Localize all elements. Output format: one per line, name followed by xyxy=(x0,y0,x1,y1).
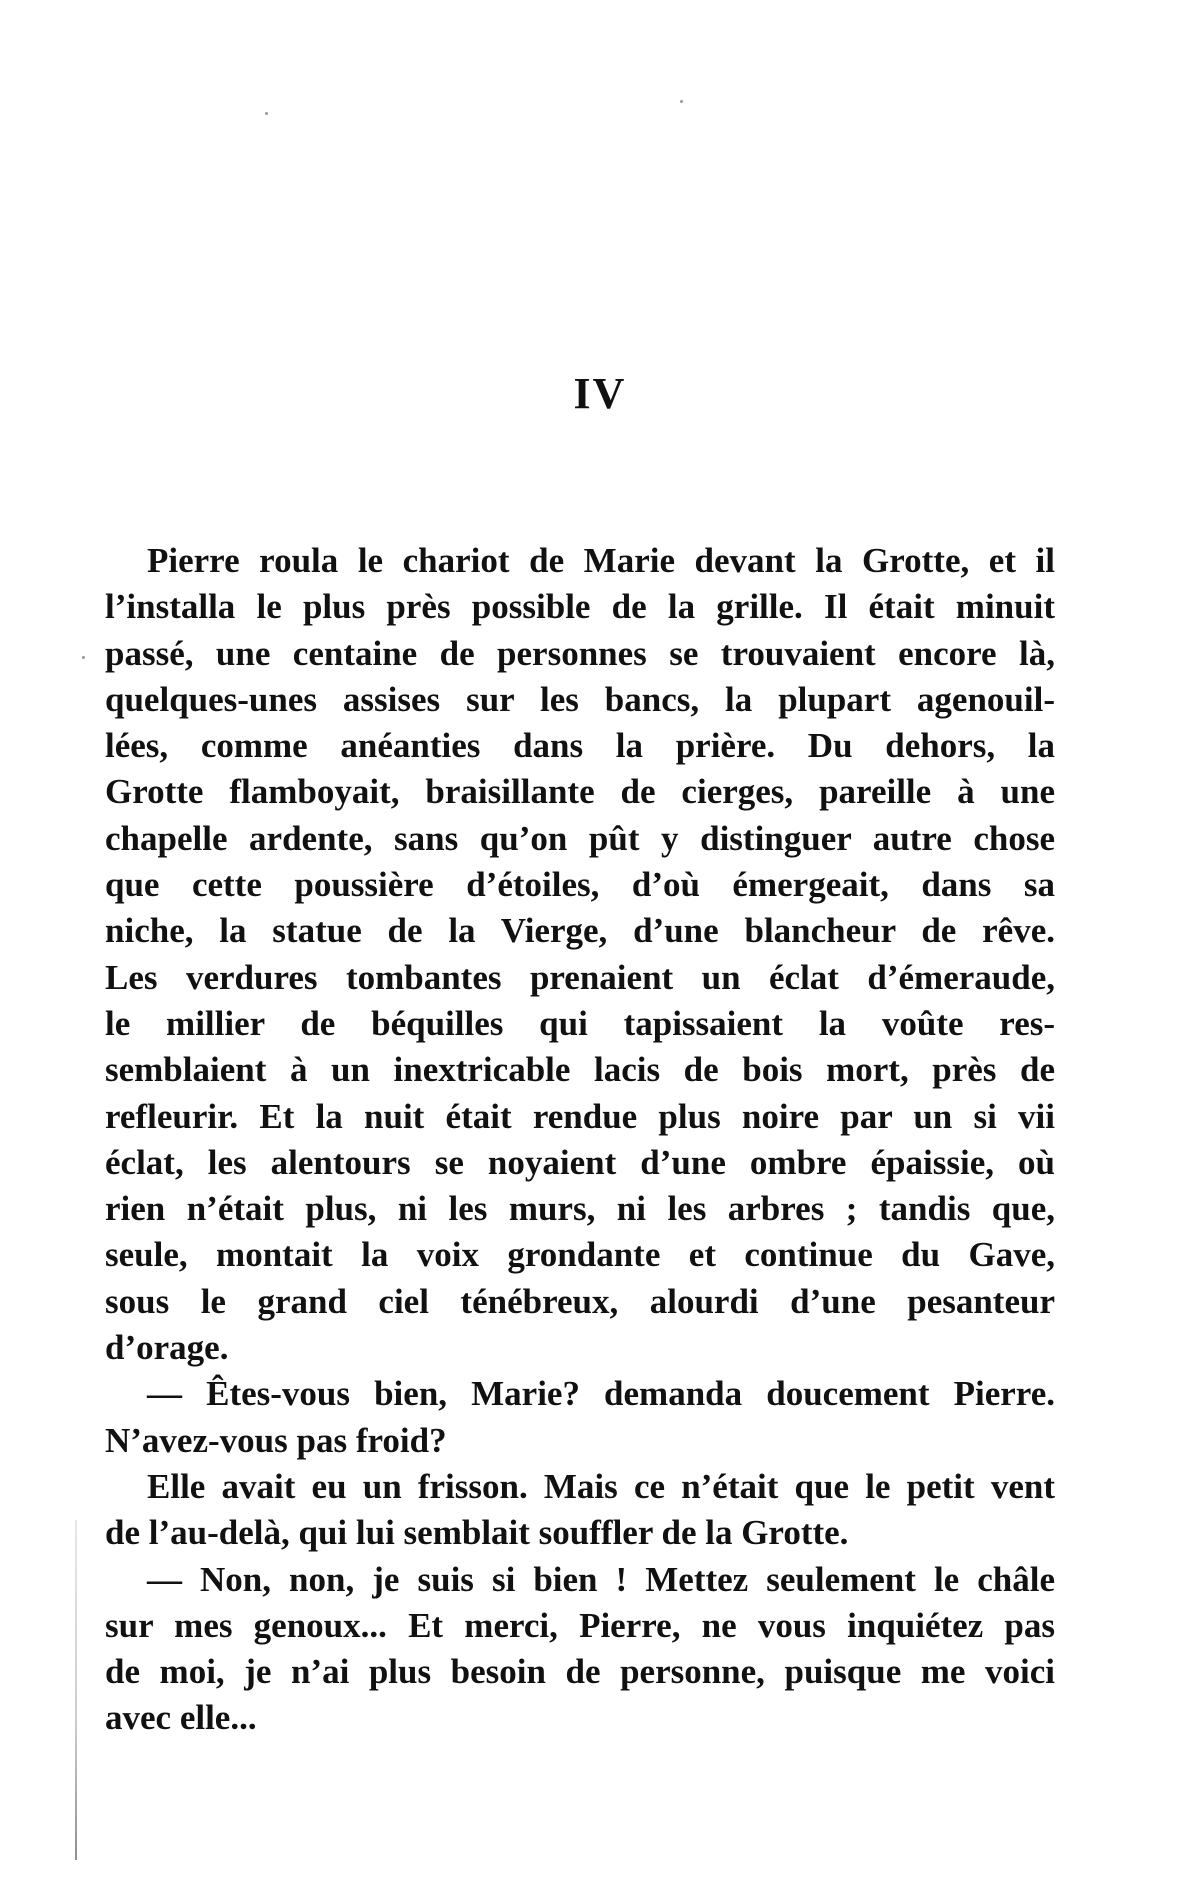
text-line: refleurir. Et la nuit était rendue plus noire par un si vii xyxy=(105,1096,1055,1136)
paragraph-1 xyxy=(105,538,1055,1371)
text-line: de moi, je n’ai plus besoin de personne, puisque me voici xyxy=(105,1652,1055,1692)
text-line: lées, comme anéanties dans la prière. Du dehors, la xyxy=(105,726,1055,766)
text-line: rien n’était plus, ni les murs, ni les arbres ; tandis que, xyxy=(105,1189,1055,1229)
text-line: le millier de béquilles qui tapissaient la voûte res- xyxy=(105,1003,1055,1043)
scan-speck xyxy=(82,656,85,659)
text-line: Pierre roula le chariot de Marie devant la Grotte, et il xyxy=(147,541,1055,580)
text-line: l’installa le plus près possible de la grille. Il était minuit xyxy=(105,587,1055,627)
text-line: d’orage. xyxy=(105,1328,229,1368)
text-line: passé, une centaine de personnes se trouvaient encore là, xyxy=(105,633,1055,673)
scan-speck xyxy=(680,100,683,103)
text-line: — Êtes-vous bien, Marie? demanda doucement Pierre. xyxy=(147,1374,1055,1414)
paragraph-3 xyxy=(105,1464,1055,1557)
chapter-number: IV xyxy=(573,369,627,418)
text-line: sur mes genoux... Et merci, Pierre, ne vous inquiétez pas xyxy=(105,1605,1055,1645)
text-line: éclat, les alentours se noyaient d’une ombre épaissie, où xyxy=(105,1142,1055,1182)
text-line: niche, la statue de la Vierge, d’une blancheur de rêve. xyxy=(105,911,1055,951)
text-line: chapelle ardente, sans qu’on pût y distinguer autre chose xyxy=(105,818,1055,858)
text-line: quelques-unes assises sur les bancs, la plupart agenouil- xyxy=(105,679,1055,719)
text-line: Grotte flamboyait, braisillante de cierges, pareille à une xyxy=(105,772,1055,812)
text-line: avec elle... xyxy=(105,1698,257,1738)
text-line: que cette poussière d’étoiles, d’où émergeait, dans sa xyxy=(105,865,1055,905)
paragraph-4 xyxy=(105,1557,1055,1742)
text-line: Elle avait eu un frisson. Mais ce n’était que le petit vent xyxy=(147,1466,1055,1506)
text-line: — Non, non, je suis si bien ! Mettez seulement le châle xyxy=(147,1559,1055,1599)
scan-margin-artifact xyxy=(75,1520,77,1860)
text-line: de l’au-delà, qui lui semblait souffler de la Grotte. xyxy=(105,1513,849,1553)
text-line: N’avez-vous pas froid? xyxy=(105,1420,447,1460)
text-line: seule, montait la voix grondante et continue du Gave, xyxy=(105,1235,1055,1275)
text-line: sous le grand ciel ténébreux, alourdi d’une pesanteur xyxy=(105,1281,1055,1321)
chapter-body xyxy=(105,538,1055,1742)
scan-speck xyxy=(265,112,268,115)
paragraph-2 xyxy=(105,1371,1055,1464)
text-line: semblaient à un inextricable lacis de bois mort, près de xyxy=(105,1050,1055,1090)
text-line: Les verdures tombantes prenaient un éclat d’émeraude, xyxy=(105,957,1055,997)
